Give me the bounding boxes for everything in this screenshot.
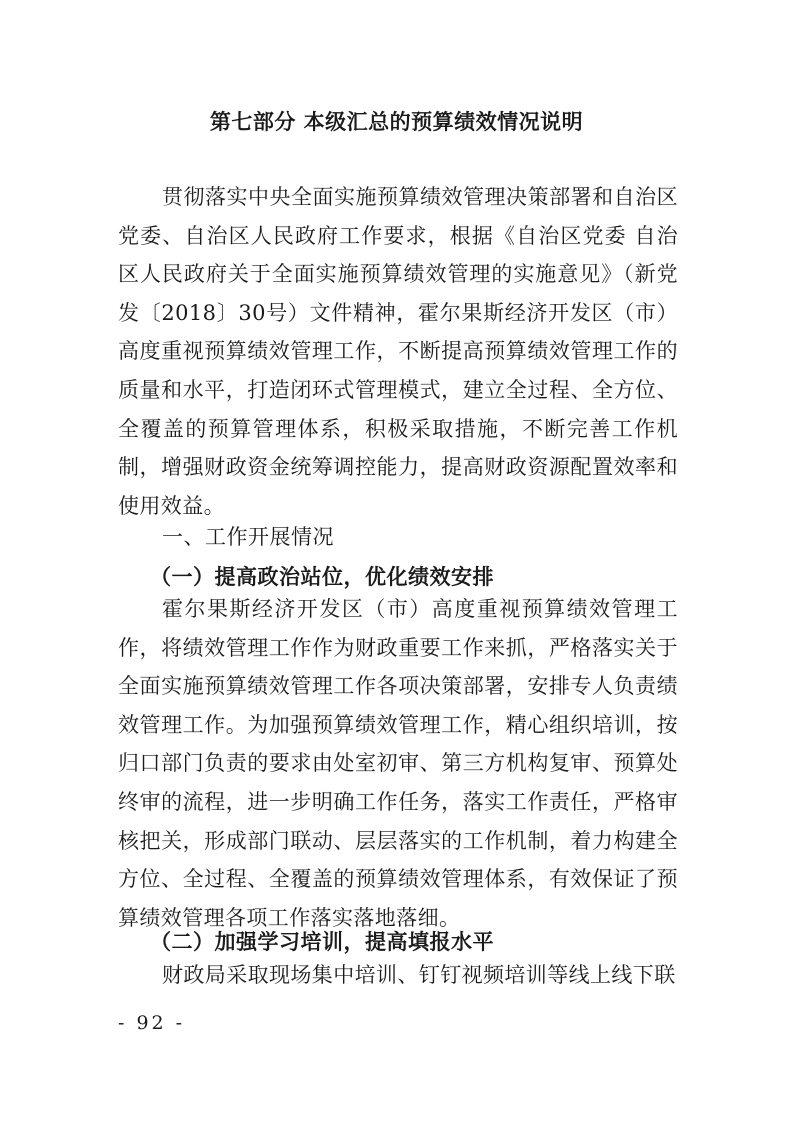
section-heading-work-status: 一、工作开展情况: [162, 525, 334, 549]
intro-paragraph: 贯彻落实中央全面实施预算绩效管理决策部署和自治区党委、自治区人民政府工作要求，根据《自治区党委 自治区人民政府关于全面实施预算绩效管理的实施意见》（新党发〔2018〕30号）文件精神，霍尔果斯经济开发区（市）高度重视预算绩效管理工作，不断提高预算绩效管理工作的质量和水平，打造闭环式管理模式，建立全过程、全方位、全覆盖的预算管理体系，积极采取措施，不断完善工作机制，增强财政资金统筹调控能力，提高财政资源配置效率和使用效益。: [118, 185, 678, 518]
page-title: 第七部分 本级汇总的预算绩效情况说明: [209, 110, 584, 134]
subsection-heading-political-stance: （一）提高政治站位，优化绩效安排: [150, 564, 494, 589]
subsection-1-paragraph: 霍尔果斯经济开发区（市）高度重视预算绩效管理工作，将绩效管理工作作为财政重要工作来抓，严格落实关于全面实施预算绩效管理工作各项决策部署，安排专人负责绩效管理工作。为加强预算绩效管理工作，精心组织培训，按归口部门负责的要求由处室初审、第三方机构复审、预算处终审的流程，进一步明确工作任务，落实工作责任，严格审核把关，形成部门联动、层层落实的工作机制，着力构建全方位、全过程、全覆盖的预算绩效管理体系，有效保证了预算绩效管理各项工作落实落地落细。: [118, 597, 678, 930]
subsection-2-paragraph: 财政局采取现场集中培训、钉钉视频培训等线上线下联: [162, 963, 676, 987]
page-number: - 92 -: [118, 1012, 186, 1034]
subsection-heading-training: （二）加强学习培训，提高填报水平: [150, 929, 494, 954]
